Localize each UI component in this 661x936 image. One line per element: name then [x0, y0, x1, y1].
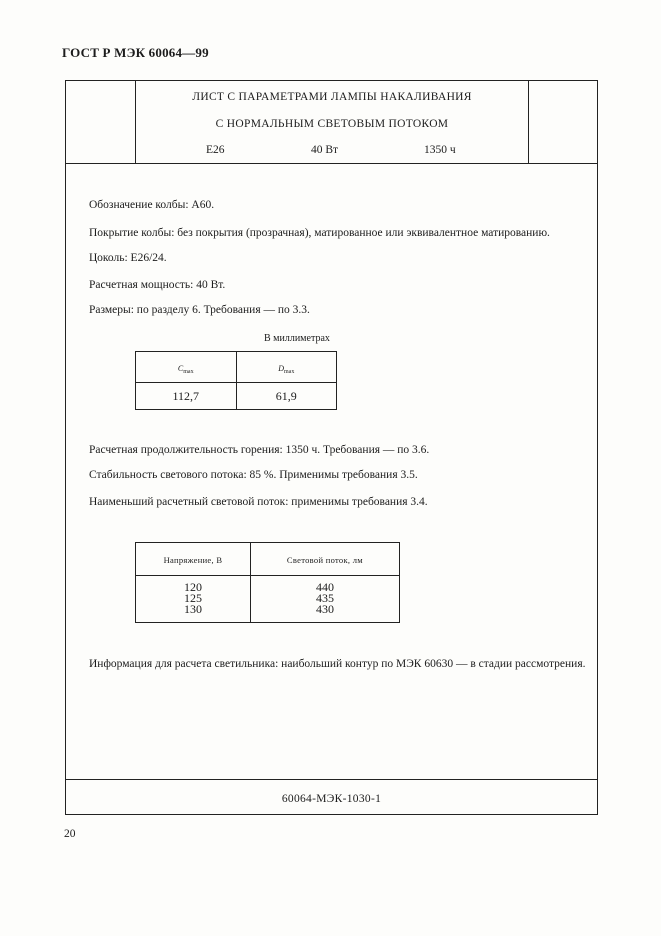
page-number: 20: [64, 828, 76, 840]
dimensions-text: Размеры: по разделу 6. Требования — по 3.3.: [89, 304, 310, 316]
standard-title: ГОСТ Р МЭК 60064—99: [62, 45, 209, 60]
cap-type: Цоколь: E26/24.: [89, 252, 167, 264]
bulb-coating: Покрытие колбы: без покрытия (прозрачная), матированное или эквивалентное матированию.: [89, 227, 550, 239]
flux-header-voltage: Напряжение, В: [136, 543, 251, 576]
voltage-value: 120: [183, 580, 202, 594]
header-cap: E26: [206, 144, 225, 156]
dimensions-header-d: $D_{max}$: [236, 352, 336, 383]
parameter-sheet: [65, 80, 598, 815]
footer-rule: [66, 779, 597, 780]
flux-value: 440: [315, 580, 334, 594]
flux-values-cell: [250, 576, 399, 623]
rated-life: Расчетная продолжительность горения: 1350 ч. Требования — по 3.6.: [89, 444, 430, 456]
flux-header-flux: Световой поток, лм: [250, 543, 399, 576]
header-power: 40 Вт: [311, 144, 339, 156]
minimum-flux: Наименьший расчетный световой поток: применимы требования 3.4.: [89, 496, 428, 508]
dimensions-value-d: 61,9: [236, 383, 336, 410]
flux-voltages-cell: [136, 576, 251, 623]
rated-power: Расчетная мощность: 40 Вт.: [89, 279, 226, 291]
bulb-designation: Обозначение колбы: А60.: [89, 199, 215, 211]
header-title-line1: ЛИСТ С ПАРАМЕТРАМИ ЛАМПЫ НАКАЛИВАНИЯ: [192, 91, 472, 103]
header-divider-right: [528, 81, 529, 164]
dimensions-units: В миллиметрах: [264, 333, 330, 344]
dimensions-value-c: 112,7: [136, 383, 237, 410]
dimensions-header-c: $C_{max}$: [136, 352, 237, 383]
dimensions-table: [135, 351, 337, 410]
header-life: 1350 ч: [424, 144, 456, 156]
voltage-value: 130: [183, 602, 202, 616]
header-bottom-rule: [66, 163, 597, 164]
voltage-value: 125: [183, 591, 202, 605]
sheet-code: 60064-МЭК-1030-1: [281, 793, 382, 805]
flux-table: [135, 542, 400, 623]
header-title-line2: С НОРМАЛЬНЫМ СВЕТОВЫМ ПОТОКОМ: [215, 118, 449, 130]
flux-value: 430: [315, 602, 334, 616]
flux-value: 435: [315, 591, 334, 605]
luminaire-info: Информация для расчета светильника: наибольший контур по МЭК 60630 — в стадии рассмотрения.: [89, 658, 586, 670]
flux-stability: Стабильность светового потока: 85 %. Применимы требования 3.5.: [89, 469, 418, 481]
